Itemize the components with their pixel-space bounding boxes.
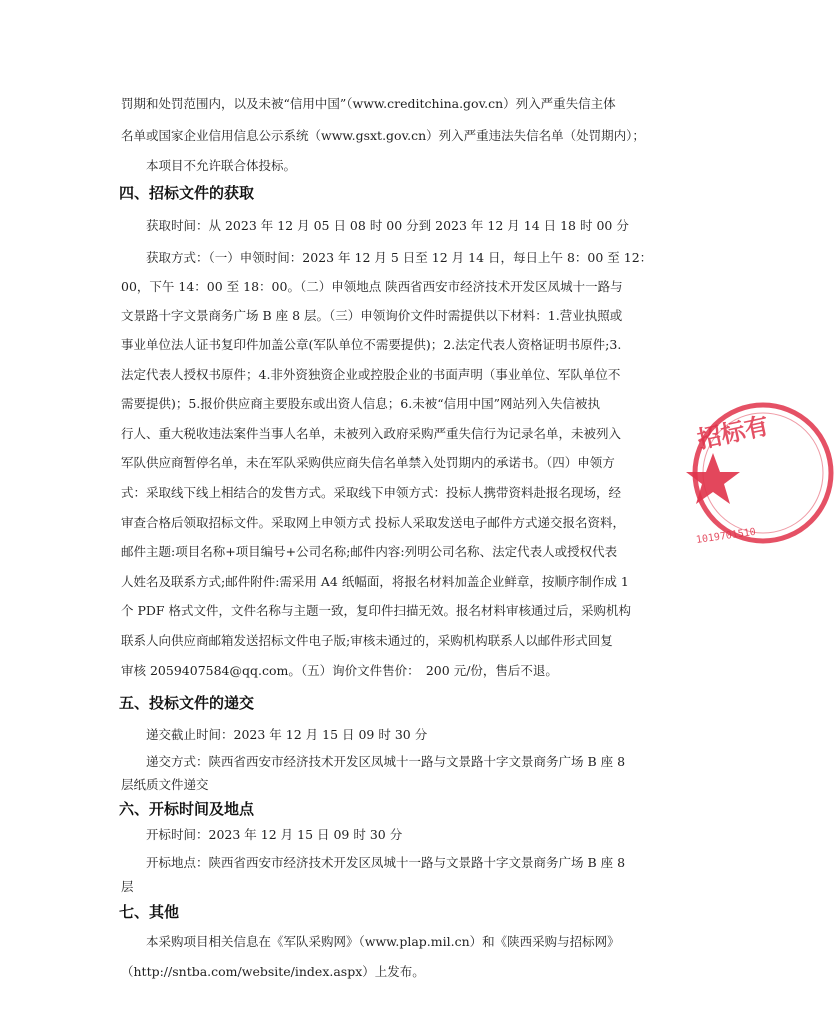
text-line: 00，下午 14：00 至 18：00。（二）申领地点 陕西省西安市经济技术开发区凤城十一路与 xyxy=(121,279,623,294)
text-line: 个 PDF 格式文件，文件名称与主题一致，复印件扫描无效。报名材料审核通过后，采购机构 xyxy=(121,603,632,618)
text-line: 递交截止时间：2023 年 12 月 15 日 09 时 30 分 xyxy=(121,727,428,742)
seal-text: 招标有 xyxy=(694,411,772,455)
text-line: 联系人向供应商邮箱发送招标文件电子版;审核未通过的，采购机构联系人以邮件形式回复 xyxy=(121,633,613,648)
text-line: 本项目不允许联合体投标。 xyxy=(121,158,297,173)
text-line: （http://sntba.com/website/index.aspx）上发布。 xyxy=(121,964,425,979)
text-line: 层 xyxy=(121,879,134,894)
text-line: 军队供应商暂停名单，未在军队采购供应商失信名单禁入处罚期内的承诺书。（四）申领方 xyxy=(121,455,615,470)
text-line: 本采购项目相关信息在《军队采购网》（www.plap.mil.cn）和《陕西采购与招标网》 xyxy=(121,934,620,949)
text-line: 递交方式：陕西省西安市经济技术开发区凤城十一路与文景路十字文景商务广场 B 座 8 xyxy=(121,754,626,769)
text-line: 开标地点：陕西省西安市经济技术开发区凤城十一路与文景路十字文景商务广场 B 座 8 xyxy=(121,855,626,870)
text-line: 邮件主题:项目名称+项目编号+公司名称;邮件内容:列明公司名称、法定代表人或授权代表 xyxy=(121,544,618,559)
section-heading-5: 五、投标文件的递交 xyxy=(119,694,255,712)
section-heading-6: 六、开标时间及地点 xyxy=(119,800,255,818)
text-line: 式：采取线下线上相结合的发售方式。采取线下申领方式：投标人携带资料赴报名现场，经 xyxy=(121,485,622,500)
text-line: 罚期和处罚范围内，以及未被“信用中国”（www.creditchina.gov.cn）列入严重失信主体 xyxy=(121,96,616,111)
section-heading-7: 七、其他 xyxy=(119,903,180,921)
text-line: 名单或国家企业信用信息公示系统（www.gsxt.gov.cn）列入严重违法失信名单（处罚期内）； xyxy=(121,128,645,143)
seal-number: 1019701510 xyxy=(695,526,757,547)
text-line: 审查合格后领取招标文件。采取网上申领方式 投标人采取发送电子邮件方式递交报名资料， xyxy=(121,515,625,530)
official-seal-stamp xyxy=(688,398,838,548)
text-line: 人姓名及联系方式;邮件附件:需采用 A4 纸幅面，将报名材料加盖企业鲜章，按顺序制作成 1 xyxy=(121,574,629,589)
text-line: 法定代表人授权书原件；4.非外资独资企业或控股企业的书面声明（事业单位、军队单位不 xyxy=(121,367,621,382)
text-line: 事业单位法人证书复印件加盖公章(军队单位不需要提供)；2.法定代表人资格证明书原件;3. xyxy=(121,337,622,352)
text-line: 审核 2059407584@qq.com。（五）询价文件售价： 200 元/份，售后不退。 xyxy=(121,663,558,678)
text-line: 获取方式：（一）申领时间：2023 年 12 月 5 日至 12 月 14 日，每日上午 8：00 至 12： xyxy=(121,250,653,265)
text-line: 文景路十字文景商务广场 B 座 8 层。（三）申领询价文件时需提供以下材料：1.营业执照或 xyxy=(121,308,623,323)
text-line: 开标时间：2023 年 12 月 15 日 09 时 30 分 xyxy=(121,827,403,842)
text-line: 获取时间：从 2023 年 12 月 05 日 08 时 00 分到 2023 年 12 月 14 日 18 时 00 分 xyxy=(121,218,629,233)
text-line: 需要提供)；5.报价供应商主要股东或出资人信息；6.未被“信用中国”网站列入失信被执 xyxy=(121,396,601,411)
text-line: 层纸质文件递交 xyxy=(121,777,209,792)
section-heading-4: 四、招标文件的获取 xyxy=(119,184,255,202)
text-line: 行人、重大税收违法案件当事人名单，未被列入政府采购严重失信行为记录名单，未被列入 xyxy=(121,426,622,441)
